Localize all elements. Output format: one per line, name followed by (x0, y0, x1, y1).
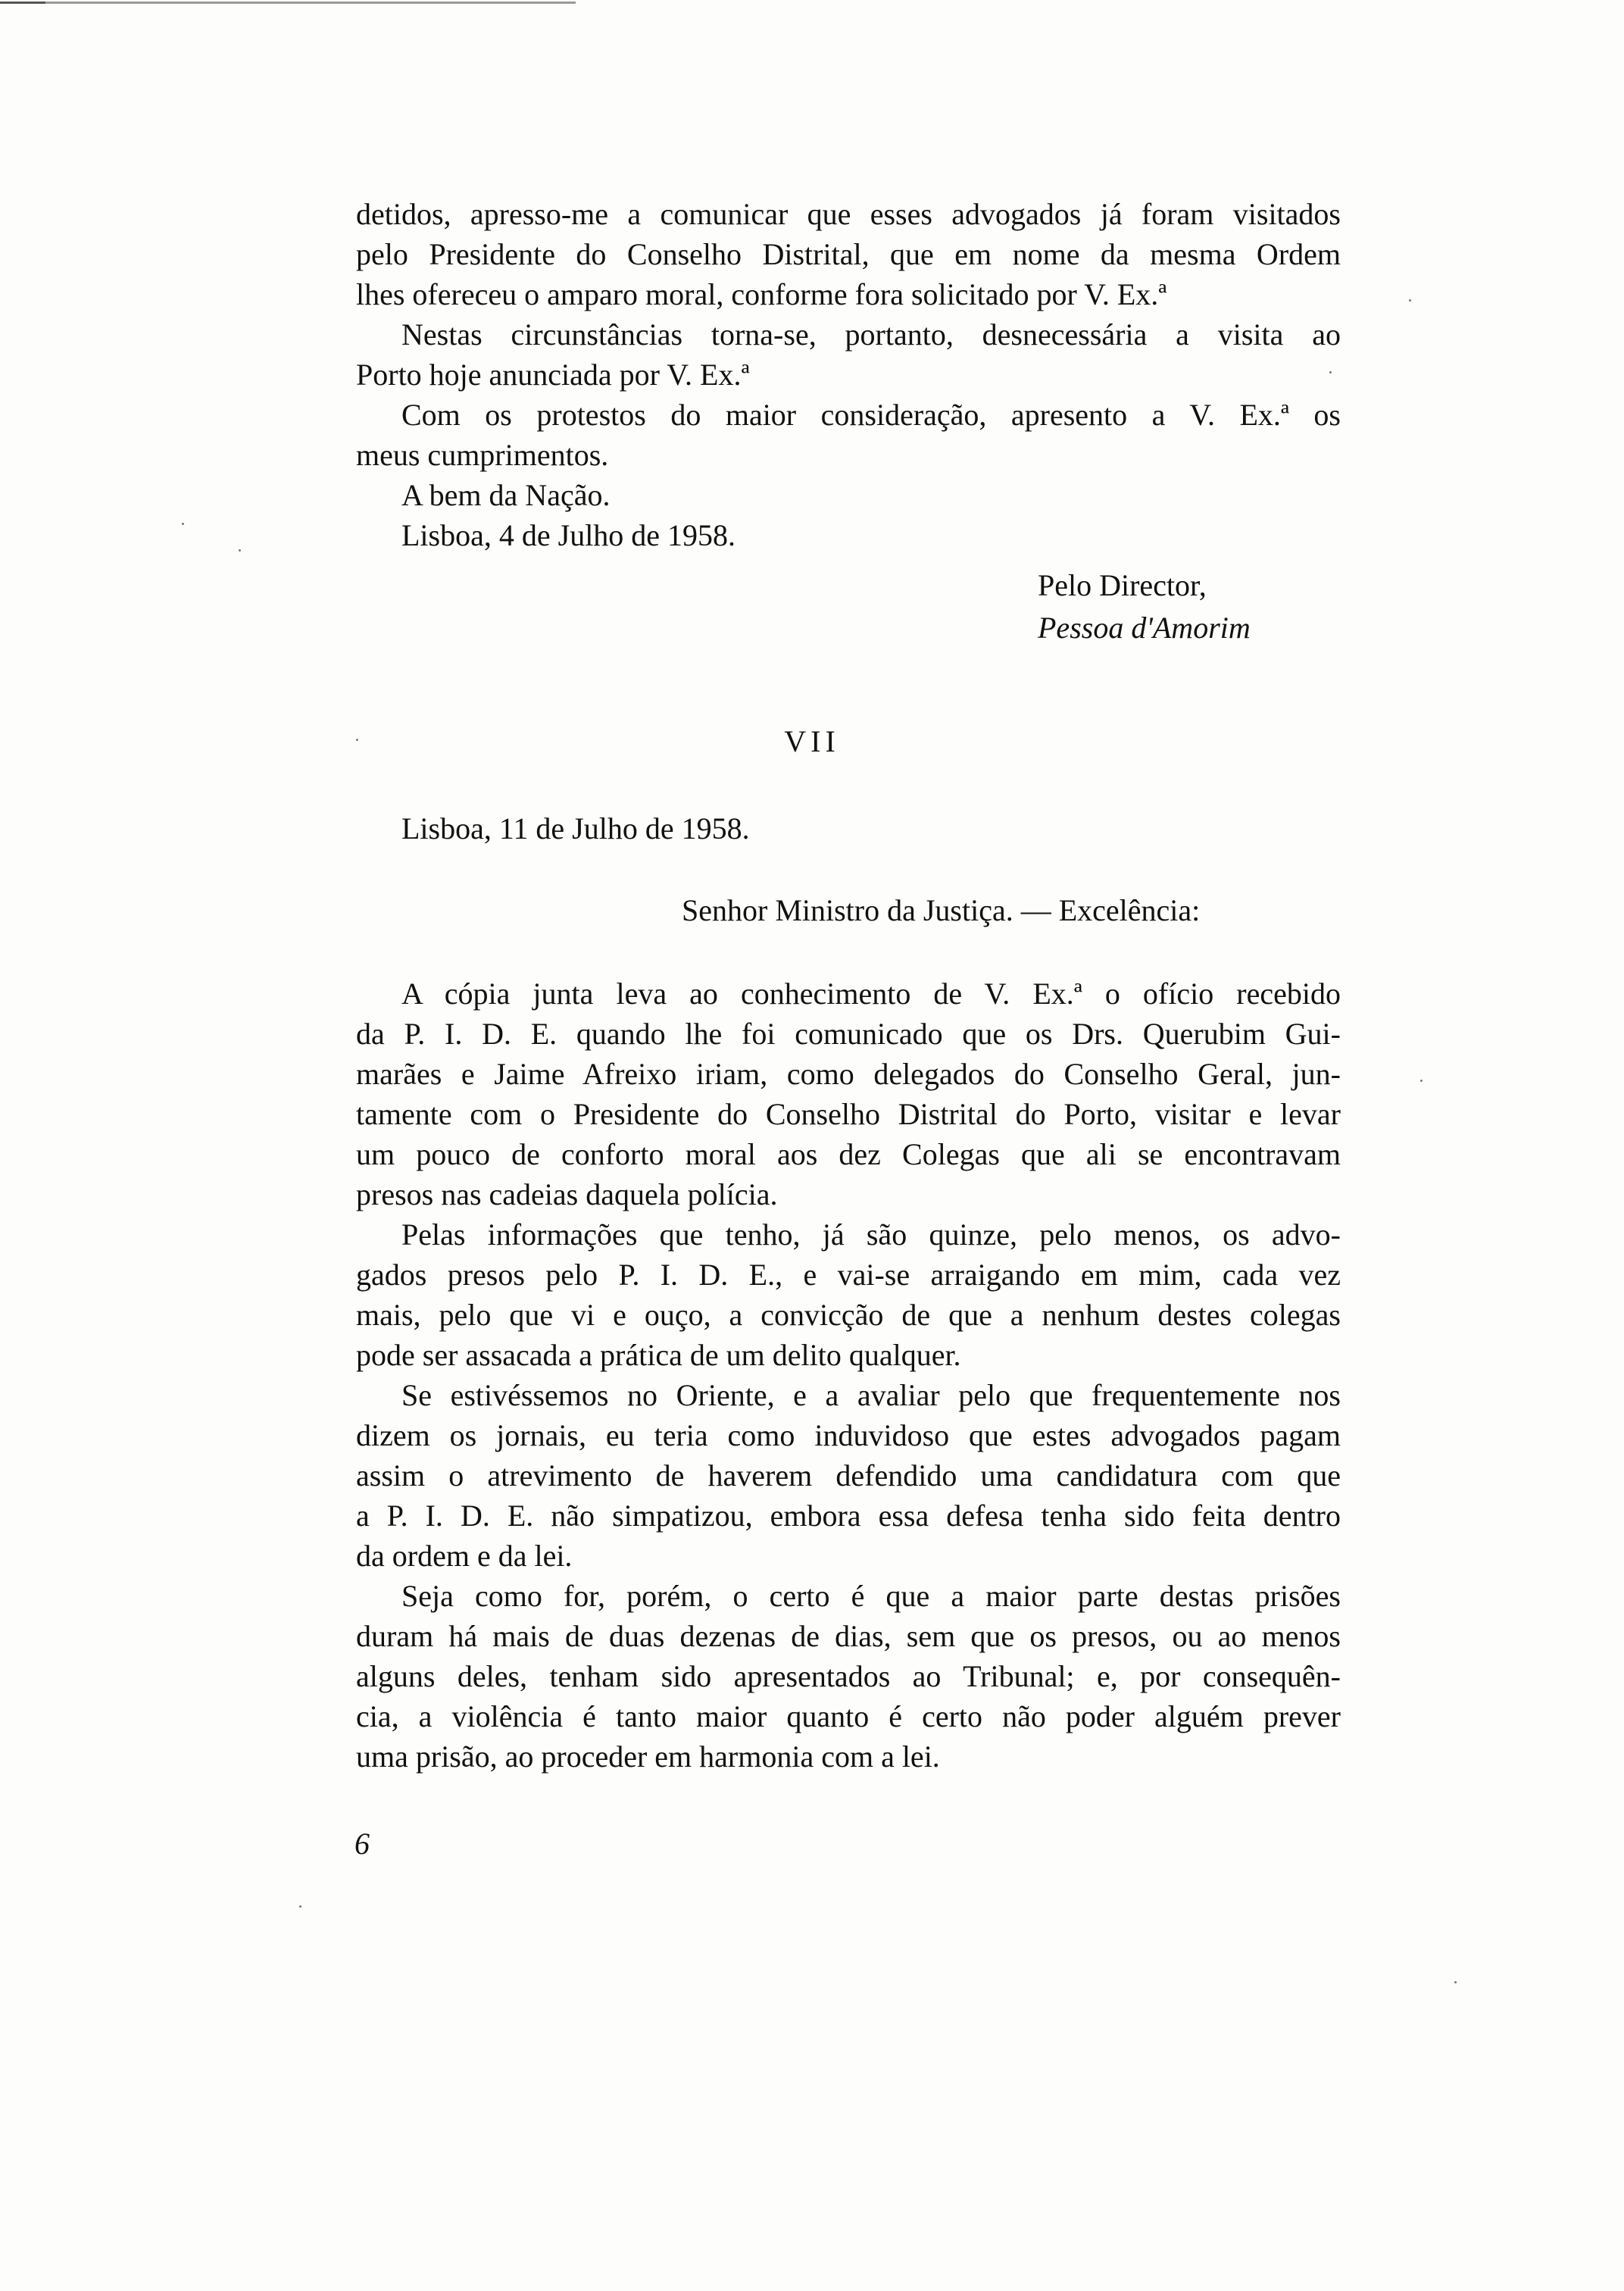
scan-speck (1454, 1981, 1457, 1983)
text-line: meus cumprimentos. (356, 438, 609, 472)
scan-speck (1420, 1080, 1423, 1082)
text-line: pode ser assacada a prática de um delito qualquer. (356, 1338, 961, 1372)
scan-speck (1329, 371, 1332, 373)
text-line: uma prisão, ao proceder em harmonia com a lei. (356, 1739, 940, 1774)
page-number: 6 (354, 1827, 370, 1861)
section-number: VII (784, 724, 840, 758)
text-line: Nestas circunstâncias torna-se, portanto, desnecessária a visita ao (401, 317, 1341, 352)
signature-block (1038, 564, 1251, 649)
text-line: Se estivéssemos no Oriente, e a avaliar pelo que frequentemente nos (401, 1378, 1341, 1412)
letter-closing (356, 475, 1341, 555)
text-line: um pouco de conforto moral aos dez Colegas que ali se encontravam (356, 1137, 1341, 1171)
text-line: gados presos pelo P. I. D. E., e vai-se arraigando em mim, cada vez (356, 1258, 1341, 1292)
closing-line: A bem da Nação. (401, 478, 611, 512)
text-line: assim o atrevimento de haverem defendido uma candidatura com que (356, 1458, 1341, 1492)
top-rule (0, 2, 576, 4)
text-line: Seja como for, porém, o certo é que a maior parte destas prisões (401, 1579, 1341, 1613)
letter-vii-paragraph-4 (356, 1576, 1341, 1777)
letter-vii-salutation: Senhor Ministro da Justiça. — Excelência: (682, 893, 1201, 927)
scan-speck (239, 549, 241, 552)
top-rule-dark (0, 2, 45, 4)
text-line: da P. I. D. E. quando lhe foi comunicado que os Drs. Querubim Gui- (356, 1017, 1341, 1051)
letter-continuation-paragraph-3 (356, 395, 1341, 475)
text-line: A cópia junta leva ao conhecimento de V. Ex.ª o ofício recebido (401, 977, 1341, 1011)
text-line: marães e Jaime Afreixo iriam, como delegados do Conselho Geral, jun- (356, 1057, 1341, 1091)
signature-name: Pessoa d'Amorim (1038, 611, 1251, 645)
letter-date: Lisboa, 4 de Julho de 1958. (401, 518, 736, 552)
scan-speck (1409, 299, 1411, 302)
text-line: tamente com o Presidente do Conselho Distrital do Porto, visitar e levar (356, 1097, 1341, 1131)
scan-speck (356, 739, 358, 741)
text-line: da ordem e da lei. (356, 1539, 573, 1573)
text-line: cia, a violência é tanto maior quanto é certo não poder alguém prever (356, 1699, 1341, 1733)
letter-vii-date: Lisboa, 11 de Julho de 1958. (401, 811, 750, 845)
scan-speck (299, 1905, 301, 1908)
text-line: Pelas informações que tenho, já são quinze, pelo menos, os advo- (401, 1217, 1341, 1252)
scan-speck (182, 523, 184, 525)
letter-vii-paragraph-1 (356, 974, 1341, 1214)
text-line: presos nas cadeias daquela polícia. (356, 1177, 778, 1211)
signature-title: Pelo Director, (1038, 568, 1207, 602)
letter-vii-paragraph-3 (356, 1375, 1341, 1576)
letter-continuation-paragraph-2 (356, 314, 1341, 395)
text-line: Com os protestos do maior consideração, apresento a V. Ex.ª os (401, 398, 1341, 432)
text-line: lhes ofereceu o amparo moral, conforme fora solicitado por V. Ex.ª (356, 277, 1167, 311)
text-line: pelo Presidente do Conselho Distrital, que em nome da mesma Ordem (356, 237, 1341, 271)
letter-vii-paragraph-2 (356, 1214, 1341, 1375)
text-line: dizem os jornais, eu teria como induvidoso que estes advogados pagam (356, 1418, 1341, 1452)
text-line: a P. I. D. E. não simpatizou, embora essa defesa tenha sido feita dentro (356, 1499, 1341, 1533)
text-line: Porto hoje anunciada por V. Ex.ª (356, 358, 750, 392)
text-line: alguns deles, tenham sido apresentados ao Tribunal; e, por consequên- (356, 1659, 1341, 1693)
letter-continuation-paragraph-1 (356, 194, 1341, 314)
text-line: detidos, apresso-me a comunicar que esses advogados já foram visitados (356, 197, 1341, 231)
text-line: mais, pelo que vi e ouço, a convicção de que a nenhum destes colegas (356, 1298, 1341, 1332)
text-line: duram há mais de duas dezenas de dias, sem que os presos, ou ao menos (356, 1619, 1341, 1653)
